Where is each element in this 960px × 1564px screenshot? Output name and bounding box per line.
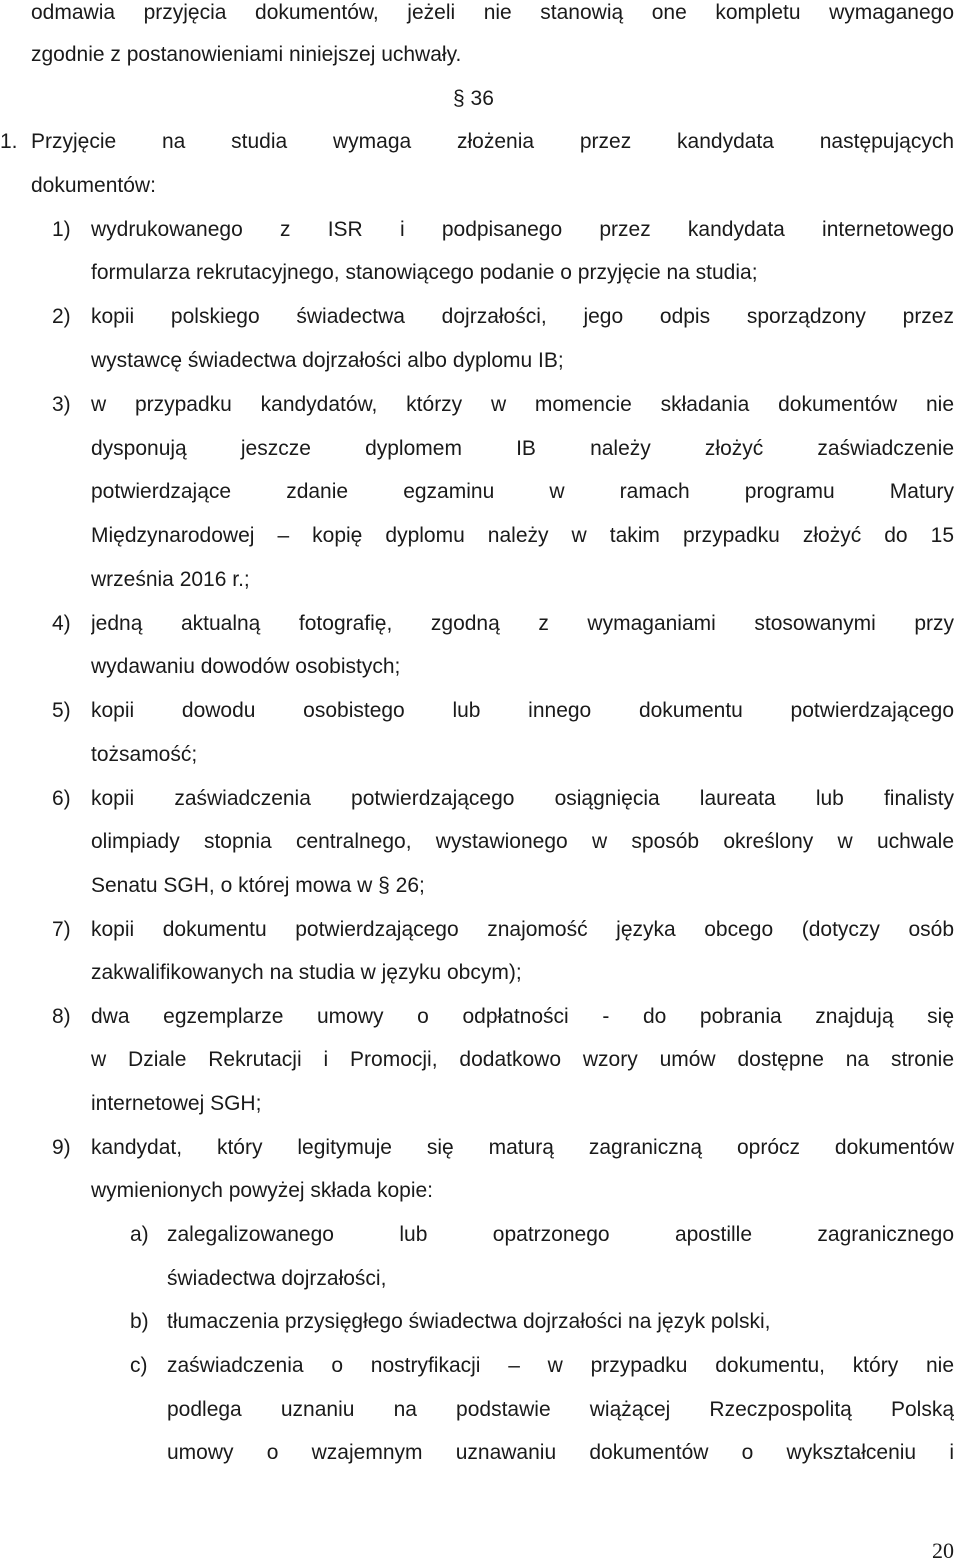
list-item-number: 6): [52, 787, 71, 810]
list-item-number: 1): [52, 218, 71, 241]
list-item-line: dwa egzemplarze umowy o odpłatności - do pobrania znajdują się: [91, 1005, 954, 1028]
list-item-line: wystawcę świadectwa dojrzałości albo dyplomu IB;: [91, 349, 564, 372]
paragraph-number: 1.: [0, 130, 18, 153]
list-item-line: dysponują jeszcze dyplomem IB należy złożyć zaświadczenie: [91, 437, 954, 460]
sublist-item-line: tłumaczenia przysięgłego świadectwa dojrzałości na język polski,: [167, 1310, 771, 1333]
list-item-number: 9): [52, 1136, 71, 1159]
list-item-line: wydawaniu dowodów osobistych;: [91, 655, 401, 678]
list-item-line: w przypadku kandydatów, którzy w momencie składania dokumentów nie: [91, 393, 954, 416]
list-item-line: kopii polskiego świadectwa dojrzałości, jego odpis sporządzony przez: [91, 305, 954, 328]
list-item-line: w Dziale Rekrutacji i Promocji, dodatkowo wzory umów dostępne na stronie: [91, 1048, 954, 1071]
paragraph-line-1: Przyjęcie na studia wymaga złożenia przez kandydata następujących: [31, 130, 954, 153]
list-item-line: kopii dowodu osobistego lub innego dokumentu potwierdzającego: [91, 699, 954, 722]
intro-line-2: zgodnie z postanowieniami niniejszej uchwały.: [31, 43, 462, 66]
list-item-line: kopii dokumentu potwierdzającego znajomość języka obcego (dotyczy osób: [91, 918, 954, 941]
page-number: 20: [932, 1538, 954, 1563]
intro-line-1: odmawia przyjęcia dokumentów, jeżeli nie stanowią one kompletu wymaganego: [31, 1, 954, 24]
list-item-number: 3): [52, 393, 71, 416]
list-item-line: wydrukowanego z ISR i podpisanego przez kandydata internetowego: [91, 218, 954, 241]
list-item-line: olimpiady stopnia centralnego, wystawionego w sposób określony w uchwale: [91, 830, 954, 853]
list-item-number: 2): [52, 305, 71, 328]
sublist-item-letter: b): [130, 1310, 149, 1333]
sublist-item-line: zalegalizowanego lub opatrzonego apostille zagranicznego: [167, 1223, 954, 1246]
list-item-line: tożsamość;: [91, 743, 198, 766]
list-item-line: zakwalifikowanych na studia w języku obcym);: [91, 961, 522, 984]
list-item-number: 7): [52, 918, 71, 941]
sublist-item-letter: a): [130, 1223, 149, 1246]
list-item-line: wymienionych powyżej składa kopie:: [91, 1179, 433, 1202]
list-item-line: jedną aktualną fotografię, zgodną z wymaganiami stosowanymi przy: [91, 612, 954, 635]
list-item-number: 8): [52, 1005, 71, 1028]
list-item-line: września 2016 r.;: [91, 568, 250, 591]
sublist-item-line: zaświadczenia o nostryfikacji – w przypadku dokumentu, który nie: [167, 1354, 954, 1377]
list-item-line: Senatu SGH, o której mowa w § 26;: [91, 874, 425, 897]
list-item-line: Międzynarodowej – kopię dyplomu należy w takim przypadku złożyć do 15: [91, 524, 954, 547]
section-heading: § 36: [453, 87, 494, 110]
list-item-line: kandydat, który legitymuje się maturą zagraniczną oprócz dokumentów: [91, 1136, 954, 1159]
sublist-item-letter: c): [130, 1354, 148, 1377]
sublist-item-line: podlega uznaniu na podstawie wiążącej Rzeczpospolitą Polską: [167, 1398, 954, 1421]
list-item-line: potwierdzające zdanie egzaminu w ramach programu Matury: [91, 480, 954, 503]
paragraph-line-2: dokumentów:: [31, 174, 156, 197]
list-item-line: formularza rekrutacyjnego, stanowiącego podanie o przyjęcie na studia;: [91, 261, 758, 284]
sublist-item-line: świadectwa dojrzałości,: [167, 1267, 387, 1290]
list-item-line: kopii zaświadczenia potwierdzającego osiągnięcia laureata lub finalisty: [91, 787, 954, 810]
list-item-line: internetowej SGH;: [91, 1092, 262, 1115]
list-item-number: 4): [52, 612, 71, 635]
sublist-item-line: umowy o wzajemnym uznawaniu dokumentów o wykształceniu i: [167, 1441, 954, 1464]
list-item-number: 5): [52, 699, 71, 722]
